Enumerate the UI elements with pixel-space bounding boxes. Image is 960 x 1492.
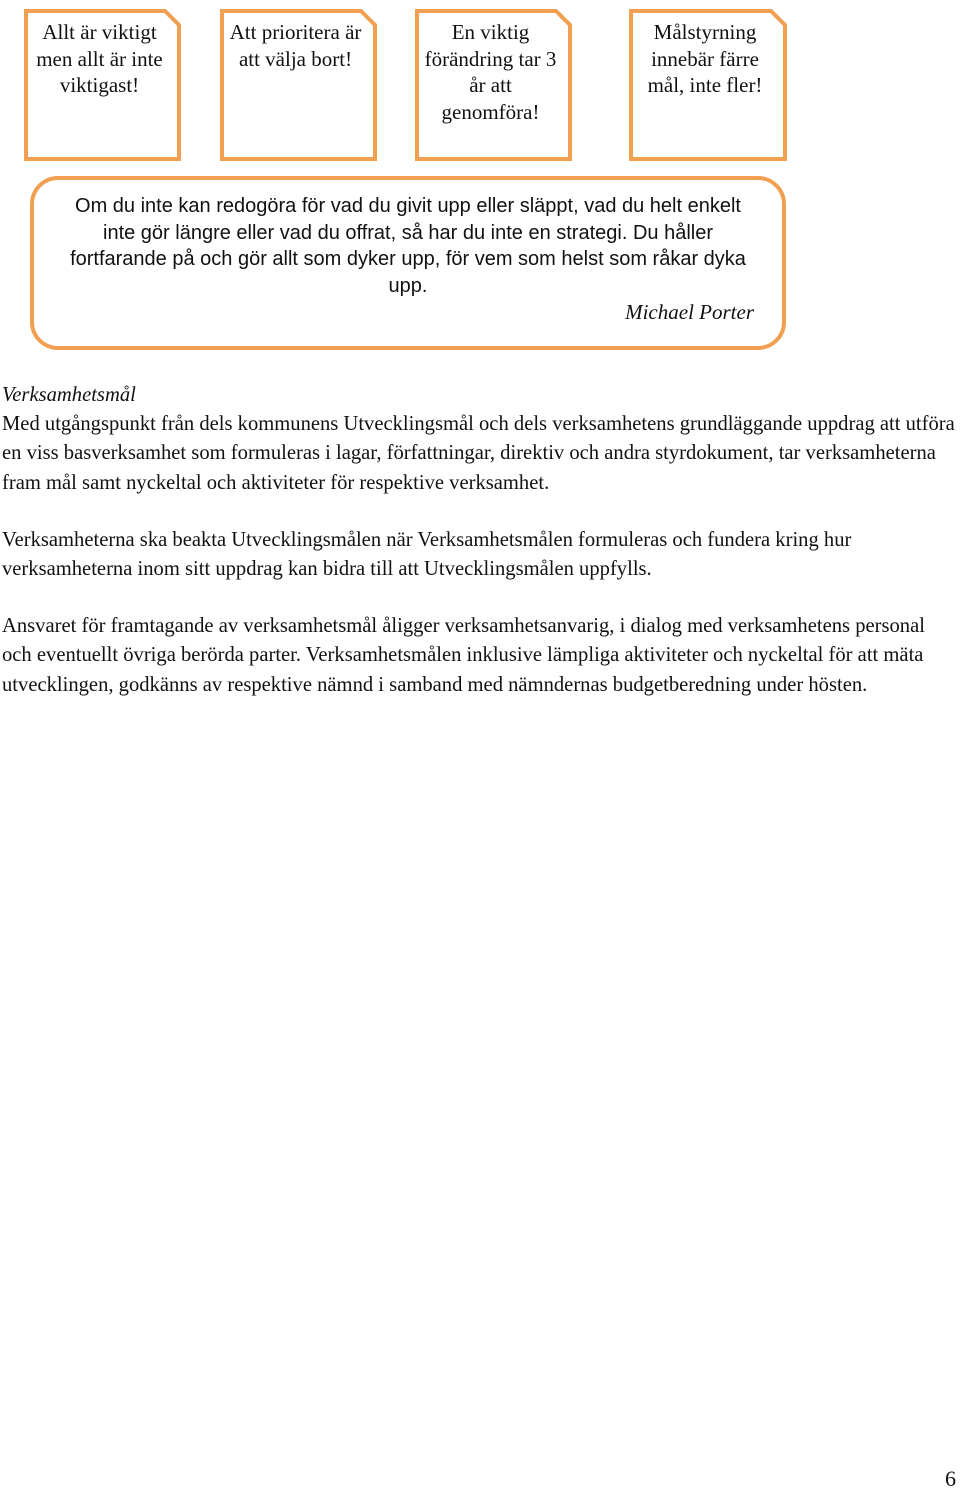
quote-box xyxy=(30,176,786,350)
page-number: 6 xyxy=(945,1466,956,1491)
note-card xyxy=(415,9,572,161)
section-heading: Verksamhetsmål xyxy=(2,384,136,406)
note-text: En viktig förändring tar 3 år att genomföra! xyxy=(424,20,557,124)
paragraph: Med utgångspunkt från dels kommunens Utvecklingsmål och dels verksamhetens grundläggande uppdrag att utföra en viss basverksamhet som formuleras i lagar, författningar, direktiv och andra styrdokument, tar verksamheterna fram mål samt nyckeltal och aktiviteter för respektive verksamhet. xyxy=(2,413,955,494)
note-card xyxy=(24,9,181,161)
quote-author: Michael Porter xyxy=(625,300,754,324)
note-text: Målstyrning innebär färre mål, inte fler! xyxy=(647,20,763,97)
note-text: Allt är viktigt men allt är inte viktigast! xyxy=(36,20,163,97)
paragraph: Ansvaret för framtagande av verksamhetsmål åligger verksamhetsanvarig, i dialog med verksamhetens personal och eventuellt övriga berörda parter. Verksamhetsmålen inklusive lämpliga aktiviteter och nyckeltal för att mäta utvecklingen, godkänns av respektive nämnd i samband med nämndernas budgetberedning under hösten. xyxy=(2,615,925,696)
note-card xyxy=(220,9,377,161)
note-card xyxy=(629,9,787,161)
main-section xyxy=(2,381,957,728)
paragraph: Verksamheterna ska beakta Utvecklingsmålen när Verksamhetsmålen formuleras och fundera kring hur verksamheterna inom sitt uppdrag kan bidra till att Utvecklingsmålen uppfylls. xyxy=(2,528,852,581)
quote-text: Om du inte kan redogöra för vad du givit upp eller släppt, vad du helt enkelt inte gör längre eller vad du offrat, så har du inte en strategi. Du håller fortfarande på och gör allt som dyker upp, för vem som helst som råkar dyka upp. xyxy=(70,195,746,297)
note-text: Att prioritera är att välja bort! xyxy=(229,20,362,71)
